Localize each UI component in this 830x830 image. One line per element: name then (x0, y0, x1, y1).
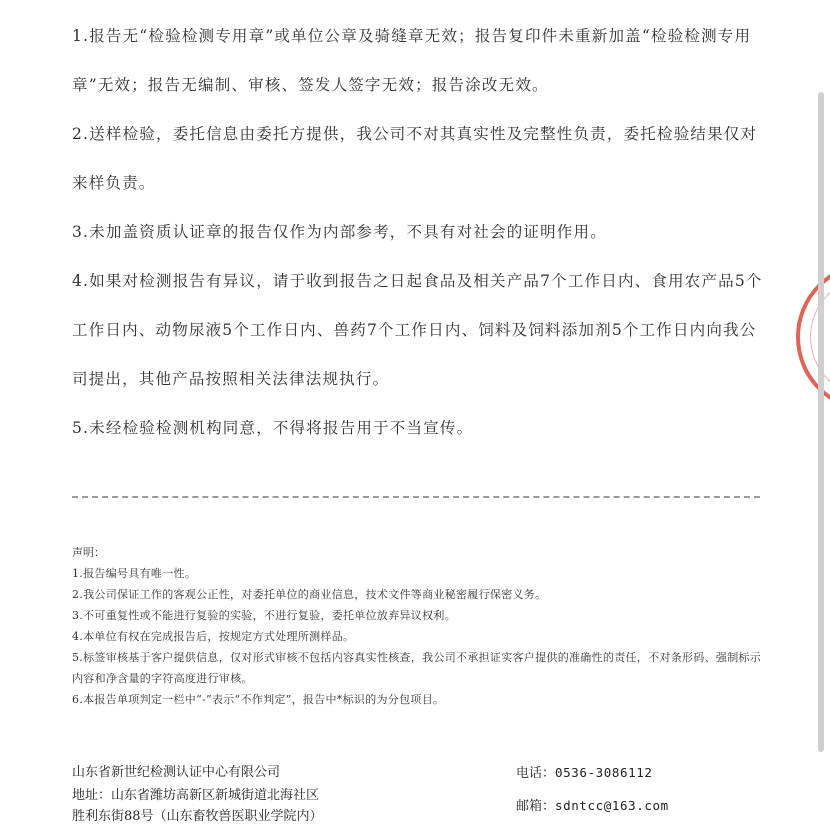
partial-red-seal (796, 262, 830, 412)
statement-title: 声明： (72, 546, 105, 559)
phone-line (516, 762, 756, 784)
email-label: 邮箱： (516, 799, 556, 814)
statement-item-5: 5.标签审核基于客户提供信息，仅对形式审核不包括内容真实性核查，我公司不承担证实客户提供的准确性的责任，不对条形码、强制标示内容和净含量的字符高度进行审核。 (72, 651, 762, 685)
email-address: sdntcc@163.com (555, 798, 669, 813)
statement-section (72, 542, 762, 710)
term-1: 1.报告无“检验检测专用章”或单位公章及骑缝章无效；报告复印件未重新加盖“检验检测专用章”无效；报告无编制、审核、签发人签字无效；报告涂改无效。 (72, 27, 752, 94)
address-text-1: 山东省潍坊高新区新城街道北海社区 (111, 788, 320, 803)
address-line-2: 胜利东街88号（山东畜牧兽医职业学院内） (72, 809, 323, 824)
footer-contact-info (516, 762, 756, 817)
company-name: 山东省新世纪检测认证中心有限公司 (72, 765, 281, 780)
report-terms (72, 12, 772, 453)
term-5: 5.未经检验检测机构同意，不得将报告用于不当宣传。 (72, 419, 474, 437)
email-line (516, 795, 756, 817)
statement-item-6: 6.本报告单项判定一栏中“-”表示“不作判定”，报告中*标识的为分包项目。 (72, 693, 445, 706)
scrollbar[interactable] (818, 92, 824, 752)
phone-number: 0536-3086112 (555, 765, 653, 780)
statement-item-2: 2.我公司保证工作的客观公正性，对委托单位的商业信息，技术文件等商业秘密履行保密义务。 (72, 588, 547, 601)
footer-company-info (72, 762, 492, 827)
phone-label: 电话： (516, 766, 556, 781)
term-4: 4.如果对检测报告有异议，请于收到报告之日起食品及相关产品7个工作日内、食用农产品5个工作日内、动物尿液5个工作日内、兽药7个工作日内、饲料及饲料添加剂5个工作日内向我公司提出，其他产品按照相关法律法规执行。 (72, 272, 763, 388)
statement-item-4: 4.本单位有权在完成报告后，按规定方式处理所测样品。 (72, 630, 355, 643)
statement-item-1: 1.报告编号具有唯一性。 (72, 567, 197, 580)
statement-item-3: 3.不可重复性或不能进行复验的实验，不进行复验，委托单位放弃异议权利。 (72, 609, 456, 622)
address-label: 地址： (72, 788, 112, 803)
term-3: 3.未加盖资质认证章的报告仅作为内部参考，不具有对社会的证明作用。 (72, 223, 607, 241)
dashed-divider (72, 496, 760, 498)
term-2: 2.送样检验，委托信息由委托方提供，我公司不对其真实性及完整性负责，委托检验结果仅对来样负责。 (72, 125, 758, 192)
address-line-1 (72, 785, 492, 806)
